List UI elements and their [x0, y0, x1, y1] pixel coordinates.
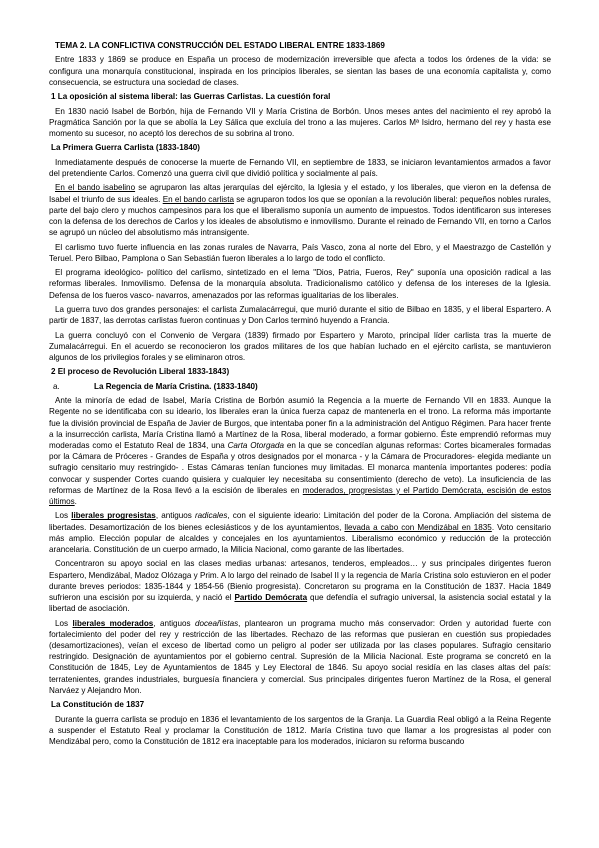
regency-heading-number: a. — [53, 381, 60, 391]
section-1-paragraph-2: Inmediatamente después de conocerse la muerte de Fernando VII, en septiembre de 1833, se iniciaron levantamientos armados a favor del pretendiente Carlos. Comenzó una guerra civil que dividió política y socialmente al país. — [49, 157, 551, 178]
constitution-1837-heading: La Constitución de 1837 — [51, 700, 145, 710]
liberal-split-phrase: moderados, progresistas y el Partido Demócrata, escisión de estos últimos — [49, 485, 552, 506]
section-1-paragraph-4: El carlismo tuvo fuerte influencia en las zonas rurales de Navarra, País Vasco, zona al norte del Ebro, y el Maestrazgo de Castellón y Teruel. Pero Bilbao, Pamplona o San Sebastián fueron liberales a lo largo de todo el conflicto. — [49, 242, 551, 263]
section-2-paragraph-5: Durante la guerra carlista se produjo en 1836 el levantamiento de los sargentos de la Granja. La Guardia Real obligó a la Reina Regente a suspender el Estatuto Real y proclamar la Constitución de 1812. María Cristina tuvo que llamar a los progresistas al poder con Mendizábal pero, como la Constitución de 1812 era inaceptable para los moderados, iniciaron su reforma buscando — [49, 714, 551, 746]
section-2-heading: 2 El proceso de Revolución Liberal 1833-1843) — [51, 367, 230, 377]
section-2-paragraph-4: Los liberales moderados, antiguos doceañistas, plantearon un programa mucho más conservador: Orden y autoridad fuerte con fortalecimiento del poder del rey y restricción de las libertades. Rechazo de las reformas que pusieran en cuestión sus propiedades (desamortizaciones), veían el exceso de libertad como un peligro al poder ser utilizada por las clases populares. Sufragio censitario restringido. Designación de ayuntamientos por el gobierno central. Supresión de la Milicia Nacional. Este programa se concretó en la Constitución de 1845, Ley de Ayuntamientos de 1845 y Ley Electoral de 1846. Su apoyo social residía en las clases altas del país: terratenientes, grandes industriales, burguesía financiera y comercial. Sus principales dirigentes fueron Martínez de la Rosa, el general Narváez y Alejandro Mon. — [49, 618, 551, 695]
regency-heading: a. La Regencia de María Cristina. (1833-1840) — [49, 381, 551, 392]
section-2-paragraph-2: Los liberales progresistas, antiguos radicales, con el siguiente ideario: Limitación del poder de la Corona. Ampliación del sistema de libertades. Desamortización de los bienes eclesiásticos y de los ayuntamientos, llevada a cabo con Mendizábal en 1835. Voto censitario más amplio. Elección popular de alcaldes y concejales en los ayuntamientos. Liberalismo económico y reducción de la protección arancelaria. Constitución de un cuerpo armado, la Milicia Nacional, como garante de las libertades. — [49, 511, 551, 554]
section-2-paragraph-1: Ante la minoría de edad de Isabel, María Cristina de Borbón asumió la Regencia a la muerte de Fernando VII en 1833. Aunque la Regente no se identificaba con su ideario, los liberales eran la única fuerza capaz de mantenerla en el trono. La reforma más importante fue la división provincial de España de Javier de Burgos, que intentaba poner fin a la administración del Antiguo Régimen. Para hacer frente a la insurrección carlista, María Cristina llamó a Martínez de la Rosa, liberal moderado, a formar gobierno. Éste emprendió reformas muy moderadas como el Estatuto Real de 1834, una Carta Otorgada en la que se concedían algunas reformas: Cortes bicamerales formadas por la Cámara de Próceres - Grandes de España y otros designados por el monarca - y la Cámara de Procuradores- elegida mediante un sufragio censitario muy restringido- . Estas Cámaras tenían funciones muy limitadas. El monarca mantenía importantes poderes: podía convocar y suspender Cortes cuando quisiera y cualquier ley necesitaba su consentimiento (derecho de veto). La insuficiencia de las reformas de Martínez de la Rosa llevó a la escisión de liberales en moderados, progresistas y el Partido Demócrata, escisión de estos últimos. — [49, 396, 552, 506]
first-carlist-war-heading: La Primera Guerra Carlista (1833-1840) — [51, 143, 200, 153]
radicales-term: radicales — [194, 511, 228, 521]
section-2-paragraph-3: Concentraron su apoyo social en las clases medias urbanas: artesanos, tenderos, empleados… y sus principales dirigentes fueron Espartero, Mendizábal, Madoz Olózaga y Prim. A lo largo del reinado de Isabel II y la regencia de María Cristina solo estuvieron en el poder durante breves periodos: 1835-1844 y 1854-56 (Bienio progresista). Concretaron su programa en la Constitución de 1837. Hacia 1849 sufrieron una escisión por su izquierda, y nació el Partido Demócrata que defendía el sufragio universal, la asistencia social estatal y la libertad de asociación. — [49, 559, 552, 614]
doceanistas-term: doceañistas — [194, 618, 239, 628]
democratic-party-term: Partido Demócrata — [234, 592, 308, 602]
intro-paragraph: Entre 1833 y 1869 se produce en España un proceso de modernización irreversible que afecta a todos los órdenes de la vida: se configura una monarquía constitucional, inspirada en los principios liberales, se sientan las bases de una economía capitalista y, como consecuencia, se estructura una sociedad de clases. — [49, 55, 551, 87]
section-1-paragraph-7: La guerra concluyó con el Convenio de Vergara (1839) firmado por Espartero y Maroto, principal líder carlista tras la muerte de Zumalacárregui. En el acuerdo se reconocieron los grados militares de los que habían luchado en el ejército carlista, se mantuvieron algunos de los privilegios forales y se eliminaron otros. — [49, 330, 551, 362]
carta-otorgada-term: Carta Otorgada — [227, 440, 284, 450]
section-1-paragraph-6: La guerra tuvo dos grandes personajes: el carlista Zumalacárregui, que murió durante el sitio de Bilbao en 1835, y el liberal Espartero. A partir de 1837, las derrotas carlistas fueron continuas y Don Carlos terminó huyendo a Francia. — [49, 304, 551, 326]
section-1-paragraph-1: En 1830 nació Isabel de Borbón, hija de Fernando VII y María Cristina de Borbón. Unos meses antes del nacimiento el rey aprobó la Pragmática Sanción por la que se abolía la Ley Sálica que excluía del trono a las mujeres. Carlos Mª Isidro, hermano del rey y hasta ese momento su sucesor, no aceptó los derechos de su sobrina al trono. — [49, 106, 551, 138]
section-1-paragraph-3: En el bando isabelino se agruparon las altas jerarquías del ejército, la Iglesia y el estado, y los liberales, que vieron en la defensa de Isabel el triunfo de sus ideales. En el bando carlista se agruparon todos los que se oponían a la revolución liberal: pequeños nobles rurales, parte del bajo clero y muchos campesinos para los que el liberalismo suponía un aumento de impuestos. Todos identificaron sus intereses con la defensa de los derechos de Carlos y los ideales de absolutismo e inmovilismo. Durante el reinado de Fernando VII, en torno a Carlos se agrupó un núcleo del absolutismo más intransigente. — [49, 183, 552, 238]
section-1-paragraph-5: El programa ideológico- político del carlismo, sintetizado en el lema "Dios, Patria, Fueros, Rey" suponía una oposición radical a las reformas liberales. Inmovilismo. Defensa de la monarquía absoluta. Tradicionalismo católico y defensa de los intereses de la Iglesia. Defensa de los fueros vasco- navarros, amenazados por las reformas igualitarias de los liberales. — [49, 268, 551, 300]
section-1-heading: 1 La oposición al sistema liberal: las Guerras Carlistas. La cuestión foral — [51, 92, 331, 102]
mendizabal-phrase: llevada a cabo con Mendizábal en 1835 — [344, 522, 492, 532]
progressive-liberals-term: liberales progresistas — [71, 511, 156, 521]
isabelino-side-label: En el bando isabelino — [55, 183, 136, 193]
carlist-side-label: En el bando carlista — [162, 194, 234, 204]
moderate-liberals-term: liberales moderados — [72, 618, 154, 628]
document-title: TEMA 2. LA CONFLICTIVA CONSTRUCCIÓN DEL ESTADO LIBERAL ENTRE 1833-1869 — [55, 41, 385, 50]
